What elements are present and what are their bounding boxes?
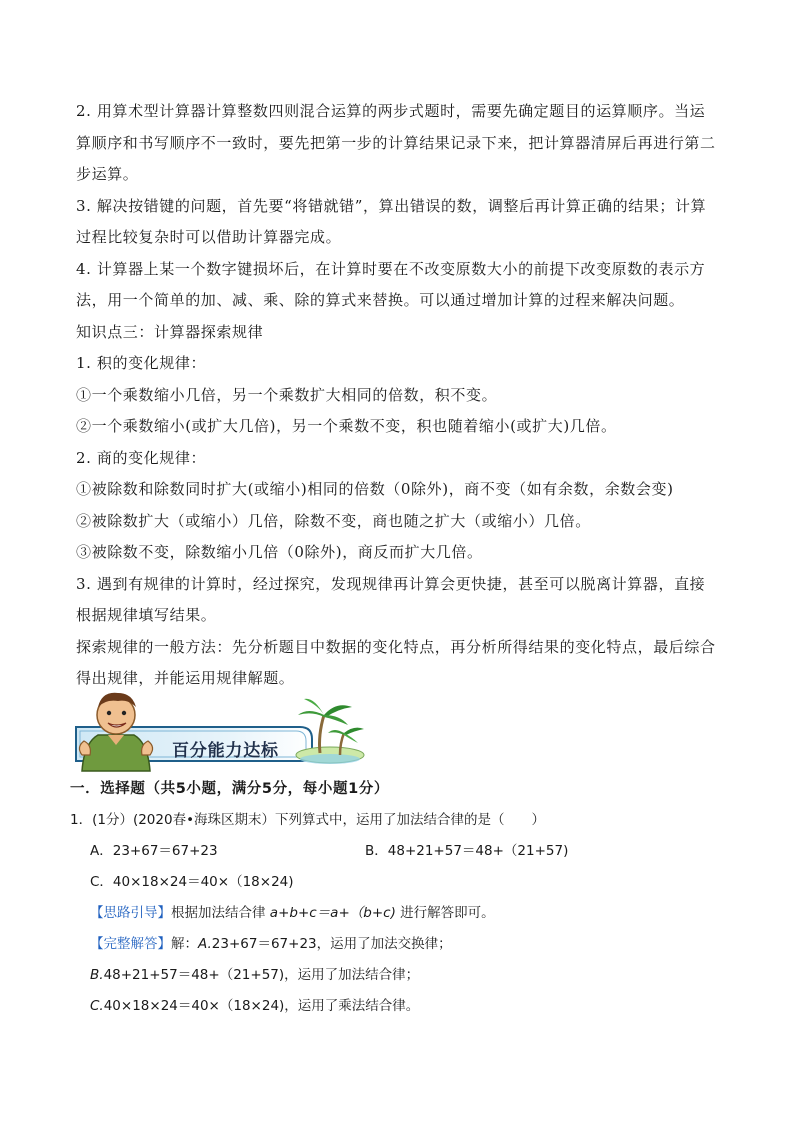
quotient-rule-2: ②被除数扩大（或缩小）几倍，除数不变，商也随之扩大（或缩小）几倍。 — [76, 512, 591, 530]
p3b-line1: 3. 遇到有规律的计算时，经过探究，发现规律再计算会更快捷，甚至可以脱离计算器，直接 — [76, 575, 706, 593]
p3-line1: 3. 解决按错键的问题，首先要“将错就错”，算出错误的数，调整后再计算正确的结果；计算 — [76, 197, 707, 215]
answer-letter-a: A. — [198, 936, 212, 952]
quotient-rule-1: ①被除数和除数同时扩大(或缩小)相同的倍数（0除外)，商不变（如有余数，余数会变) — [76, 480, 674, 498]
p2-line2: 算顺序和书写顺序不一致时，要先把第一步的计算结果记录下来，把计算器清屏后再进行第二 — [76, 134, 716, 152]
p3-line2: 过程比较复杂时可以借助计算器完成。 — [76, 228, 342, 246]
p4-line1: 4. 计算器上某一个数字键损坏后，在计算时要在不改变原数大小的前提下改变原数的表示方 — [76, 260, 706, 278]
p2-line1: 2. 用算术型计算器计算整数四则混合运算的两步式题时，需要先确定题目的运算顺序。当运 — [76, 102, 706, 120]
question-1-stem: 1．(1分）(2020春•海珠区期末）下列算式中，运用了加法结合律的是（ ） — [70, 812, 546, 828]
hint-formula: a+b+c＝a+（b+c) — [269, 905, 396, 921]
answer-text-b: 48+21+57＝48+（21+57)，运用了加法结合律； — [103, 967, 420, 983]
hint-tail: 进行解答即可。 — [395, 905, 495, 921]
answer-line-2 — [90, 965, 419, 985]
quotient-rule-3: ③被除数不变，除数缩小几倍（0除外)，商反而扩大几倍。 — [76, 543, 483, 561]
option-b: B．48+21+57＝48+（21+57) — [365, 843, 569, 859]
p4-line2: 法，用一个简单的加、减、乘、除的算式来替换。可以通过增加计算的过程来解决问题。 — [76, 291, 685, 309]
p2-line3: 步运算。 — [76, 165, 139, 183]
banner-title: 百分能力达标 — [172, 741, 279, 761]
section-title: 一．选择题（共5小题，满分5分，每小题1分） — [70, 781, 389, 797]
quotient-rule-title: 2. 商的变化规律： — [76, 449, 207, 467]
knowledge-point3-title: 知识点三：计算器探索规律 — [76, 323, 264, 341]
answer-text-a: 23+67＝67+23，运用了加法交换律； — [211, 936, 452, 952]
answer-line-3 — [90, 996, 419, 1016]
hint-text: 根据加法结合律 — [171, 905, 270, 921]
product-rule-title: 1. 积的变化规律： — [76, 354, 207, 372]
method-line1: 探索规律的一般方法：先分析题目中数据的变化特点，再分析所得结果的变化特点，最后综合 — [76, 638, 716, 656]
answer-text-c: 40×18×24＝40×（18×24)，运用了乘法结合律。 — [103, 998, 420, 1014]
answer-tag: 【完整解答】 — [90, 936, 171, 952]
p3b-line2: 根据规律填写结果。 — [76, 606, 217, 624]
hint-line — [90, 903, 495, 923]
method-line2: 得出规律，并能运用规律解题。 — [76, 669, 295, 687]
option-a: A．23+67＝67+23 — [90, 843, 218, 859]
product-rule-1: ①一个乘数缩小几倍，另一个乘数扩大相同的倍数，积不变。 — [76, 386, 498, 404]
product-rule-2: ②一个乘数缩小(或扩大几倍)，另一个乘数不变，积也随着缩小(或扩大)几倍。 — [76, 417, 617, 435]
answer-prefix: 解： — [171, 936, 198, 952]
answer-line-1 — [90, 934, 452, 954]
answer-letter-c: C. — [90, 998, 104, 1014]
option-c: C．40×18×24＝40×（18×24) — [90, 874, 294, 890]
hint-tag: 【思路引导】 — [90, 905, 171, 921]
answer-letter-b: B. — [90, 967, 104, 983]
